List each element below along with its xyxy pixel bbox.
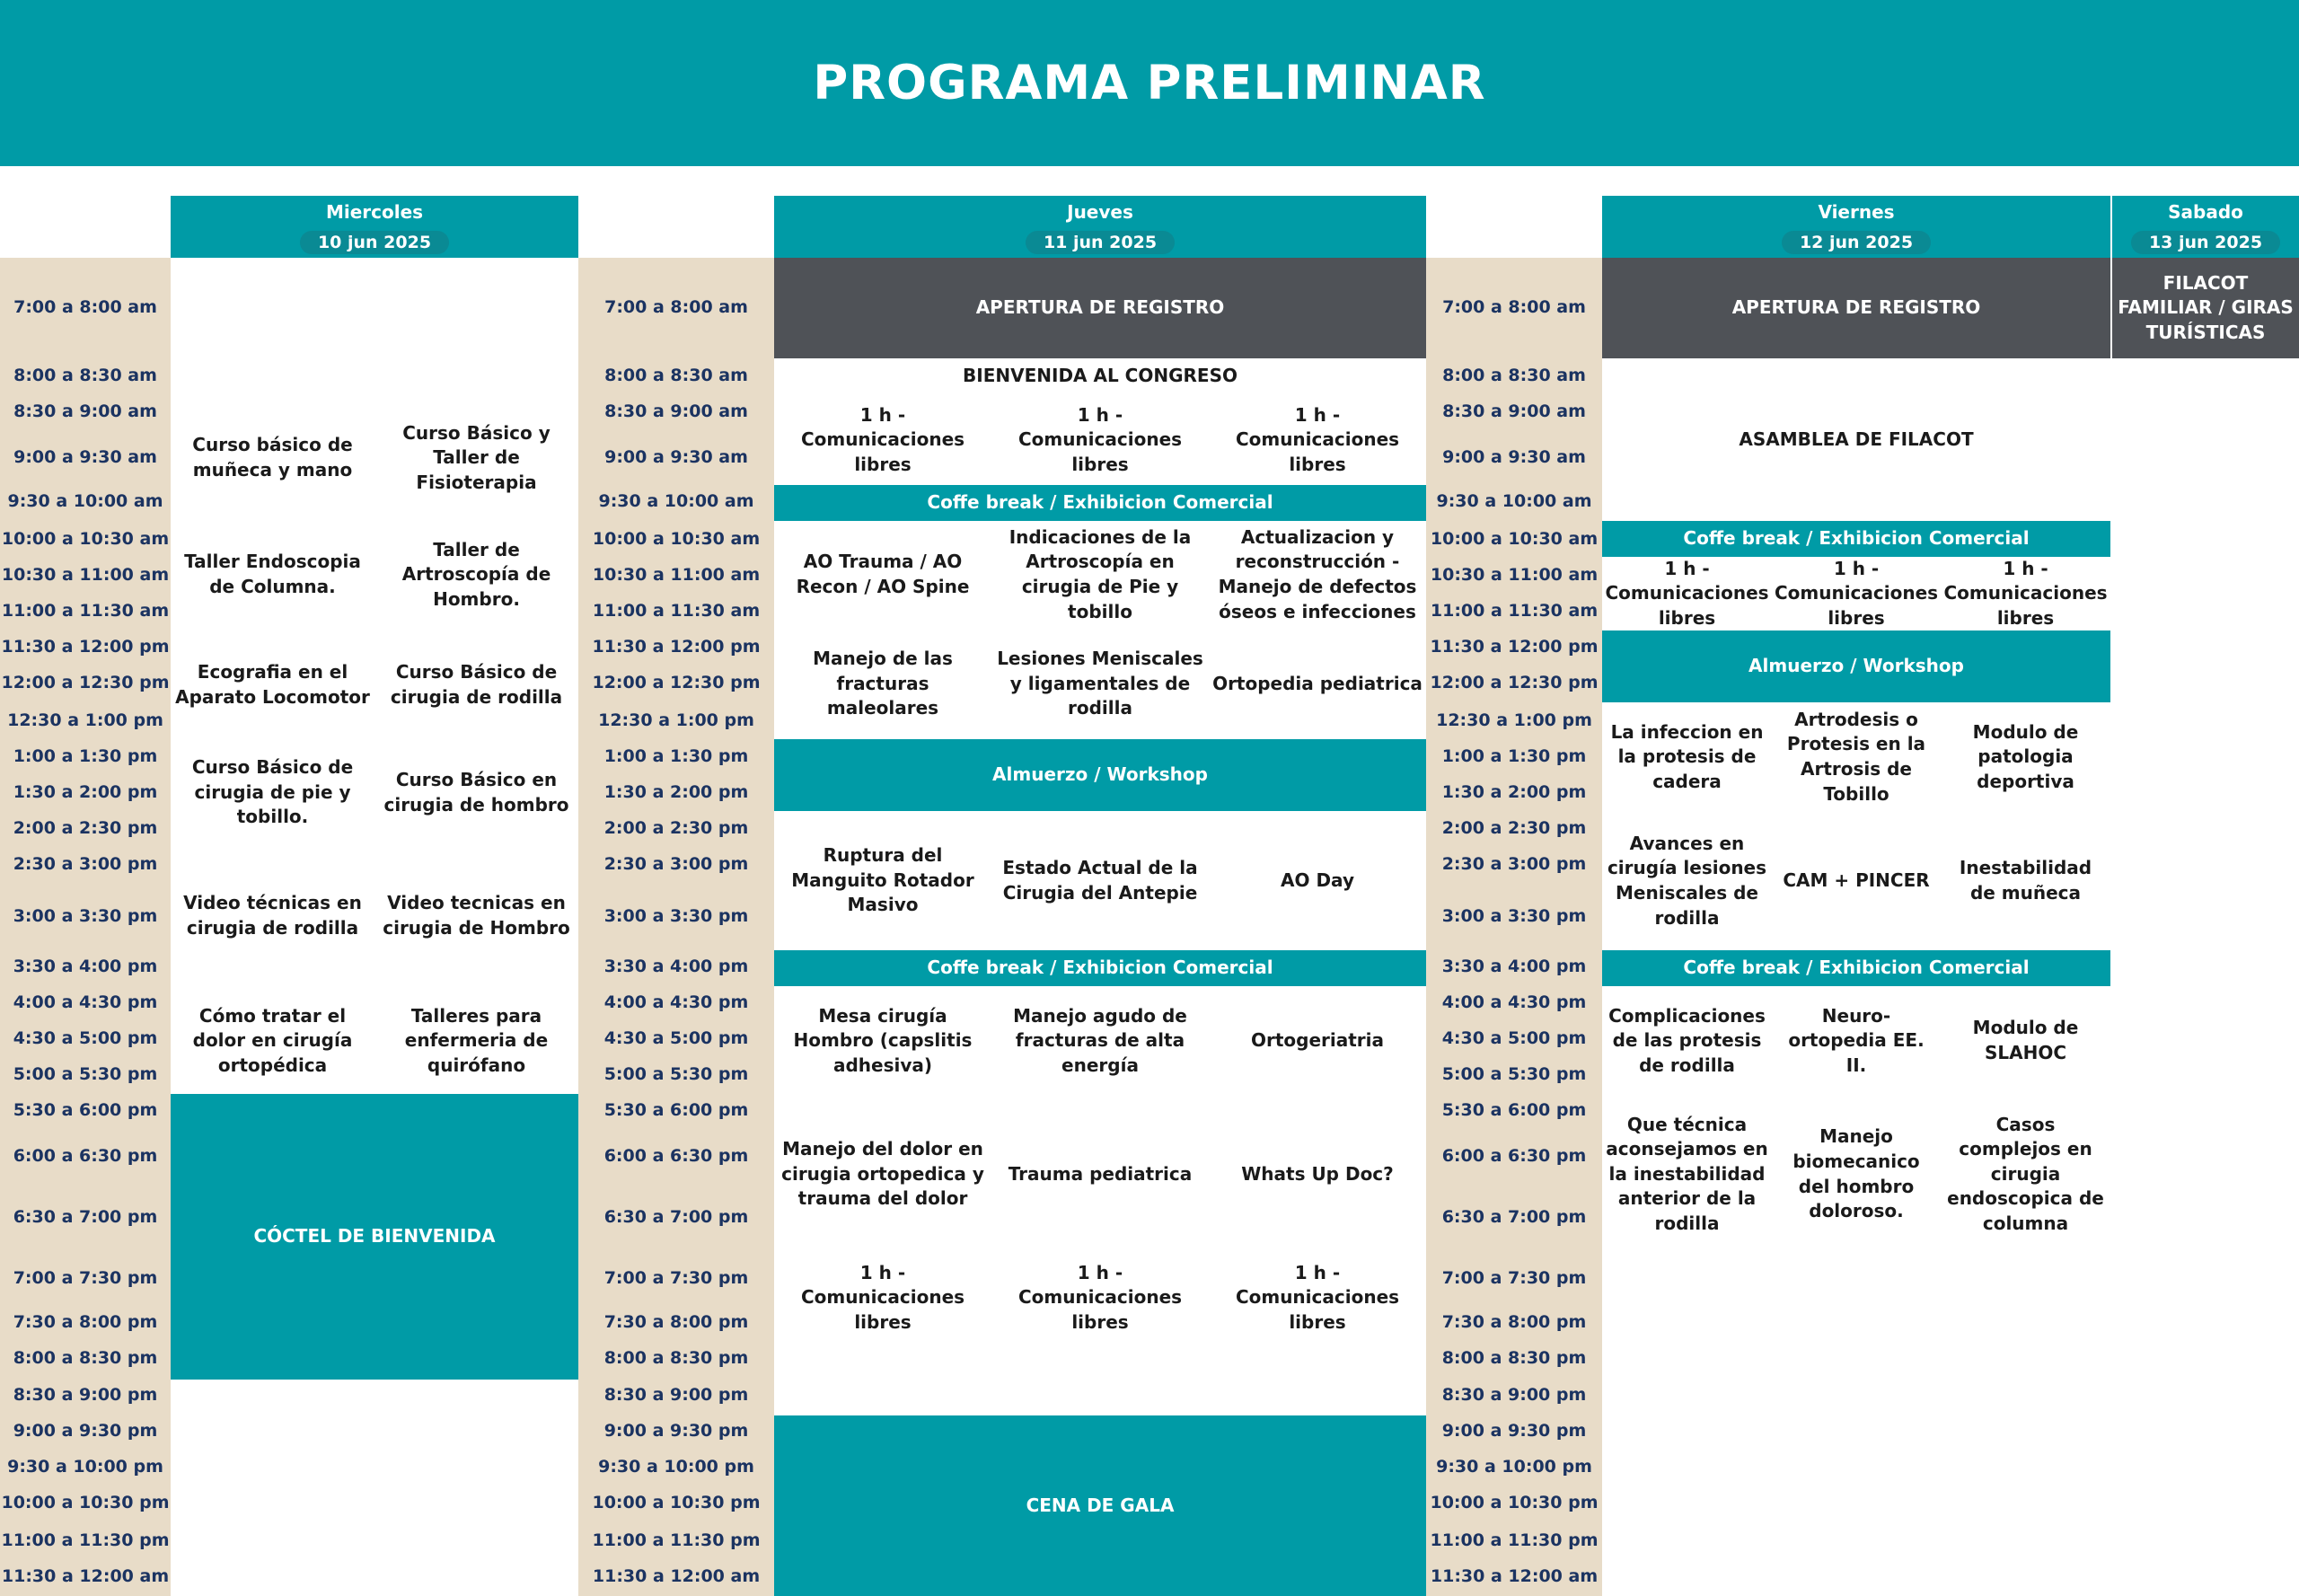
time-slot: 9:00 a 9:30 pm [603, 1421, 749, 1441]
time-slot: 12:00 a 12:30 pm [1, 673, 170, 692]
time-slot: 8:30 a 9:00 am [604, 401, 748, 421]
time-slot: 12:30 a 1:00 pm [7, 710, 163, 730]
time-slot: 6:30 a 7:00 pm [13, 1207, 158, 1227]
time-slot: 9:00 a 9:30 pm [1441, 1421, 1587, 1441]
time-slot: 5:00 a 5:30 pm [603, 1064, 749, 1084]
time-slot: 7:00 a 8:00 am [13, 297, 157, 317]
time-slot: 10:00 a 10:30 pm [1430, 1493, 1599, 1512]
time-slot: 7:30 a 8:00 pm [1441, 1312, 1587, 1332]
time-slot: 5:30 a 6:00 pm [13, 1100, 158, 1120]
time-slot: 10:00 a 10:30 am [1430, 529, 1599, 549]
time-slot: 10:30 a 11:00 am [1430, 565, 1599, 585]
time-slot: 8:30 a 9:00 am [13, 401, 157, 421]
coffee-break-fri-pm: Coffe break / Exhibicion Comercial [1602, 950, 2110, 986]
time-slot: 12:00 a 12:30 pm [1430, 673, 1599, 692]
time-slot: 6:00 a 6:30 pm [603, 1146, 749, 1166]
date-pill: 12 jun 2025 [1782, 231, 1931, 254]
time-slot: 11:30 a 12:00 am [1, 1566, 170, 1586]
time-slot: 9:30 a 10:00 pm [598, 1457, 754, 1477]
time-slot: 7:00 a 8:00 am [604, 297, 748, 317]
day-header-wednesday: Miercoles [171, 196, 578, 227]
time-slot: 7:30 a 8:00 pm [13, 1312, 158, 1332]
filacot-familiar: FILACOT FAMILIAR / GIRAS TURÍSTICAS [2112, 258, 2299, 358]
session-fri-3: Modulo de patologia deportiva [1972, 720, 2079, 792]
session-thu-4: Manejo de las fracturas maleolares [813, 648, 953, 719]
session-thu-3: Actualizacion y reconstrucción - Manejo de defectos óseos e infecciones [1218, 525, 1417, 622]
session-thu-5: Lesiones Meniscales y ligamentales de rodilla [997, 648, 1203, 719]
time-slot: 8:30 a 9:00 pm [13, 1385, 158, 1405]
day-header-saturday: Sabado [2112, 196, 2299, 227]
session-fri-6: Inestabilidad de muñeca [1959, 857, 2092, 904]
date-header-wednesday [171, 227, 578, 258]
time-slot: 1:30 a 2:00 pm [13, 782, 158, 802]
date-header-friday [1602, 227, 2110, 258]
comunicaciones-fri-3: 1 h - Comunicaciones libres [1943, 557, 2108, 629]
session-wed-7: Curso Básico de cirugia de pie y tobillo. [191, 756, 354, 828]
bienvenida-congreso: BIENVENIDA AL CONGRESO [963, 365, 1238, 387]
time-slot: 11:00 a 11:30 am [1, 601, 170, 621]
coffee-break-thu-pm: Coffe break / Exhibicion Comercial [774, 950, 1426, 986]
time-slot: 3:30 a 4:00 pm [1441, 957, 1587, 976]
comunicaciones-fri-1: 1 h - Comunicaciones libres [1605, 557, 1769, 629]
date-pill: 13 jun 2025 [2131, 231, 2280, 254]
time-slot: 12:30 a 1:00 pm [1436, 710, 1592, 730]
time-slot: 11:30 a 12:00 pm [1430, 637, 1599, 657]
time-slot: 3:30 a 4:00 pm [13, 957, 158, 976]
time-slot: 7:00 a 7:30 pm [603, 1268, 749, 1288]
almuerzo-workshop-thu: Almuerzo / Workshop [774, 739, 1426, 811]
session-wed-10: Video tecnicas en cirugia de Hombro [383, 892, 570, 939]
comunicaciones-thu-pm-2: 1 h - Comunicaciones libres [1017, 1261, 1183, 1333]
time-slot: 2:00 a 2:30 pm [13, 818, 158, 838]
session-wed-5: Ecografia en el Aparato Locomotor [175, 660, 370, 708]
time-slot: 8:00 a 8:30 am [1442, 366, 1586, 385]
time-slot: 10:30 a 11:00 am [592, 565, 761, 585]
coctel-bienvenida: CÓCTEL DE BIENVENIDA [171, 1094, 578, 1380]
page-title: PROGRAMA PRELIMINAR [813, 56, 1486, 110]
session-thu-15: Whats Up Doc? [1241, 1162, 1394, 1185]
time-slot: 3:00 a 3:30 pm [13, 906, 158, 926]
comunicaciones-fri-2: 1 h - Comunicaciones libres [1774, 557, 1939, 629]
time-slot: 8:00 a 8:30 am [604, 366, 748, 385]
time-slot: 7:00 a 7:30 pm [1441, 1268, 1587, 1288]
session-wed-2: Curso Básico y Taller de Fisioterapia [402, 421, 551, 493]
session-fri-8: Neuro-ortopedia EE. II. [1788, 1004, 1925, 1076]
time-slot: 3:00 a 3:30 pm [603, 906, 749, 926]
time-slot: 8:30 a 9:00 pm [1441, 1385, 1587, 1405]
session-thu-6: Ortopedia pediatrica [1212, 672, 1423, 694]
time-slot: 10:30 a 11:00 am [1, 565, 170, 585]
asamblea-filacot: ASAMBLEA DE FILACOT [1739, 428, 1974, 450]
time-slot: 7:30 a 8:00 pm [603, 1312, 749, 1332]
session-thu-14: Trauma pediatrica [1008, 1162, 1193, 1185]
time-slot: 8:30 a 9:00 am [1442, 401, 1586, 421]
comunicaciones-thu-pm-3: 1 h - Comunicaciones libres [1235, 1261, 1400, 1333]
time-slot: 4:30 a 5:00 pm [603, 1028, 749, 1048]
apertura-registro-thursday: APERTURA DE REGISTRO [774, 258, 1426, 358]
time-slot: 7:00 a 8:00 am [1442, 297, 1586, 317]
time-slot: 6:00 a 6:30 pm [1441, 1146, 1587, 1166]
time-slot: 9:00 a 9:30 am [13, 447, 157, 467]
comunicaciones-thu-am-2: 1 h - Comunicaciones libres [1017, 403, 1183, 475]
time-slot: 8:00 a 8:30 pm [13, 1348, 158, 1368]
comunicaciones-thu-am-3: 1 h - Comunicaciones libres [1235, 403, 1400, 475]
time-slot: 2:00 a 2:30 pm [1441, 818, 1587, 838]
time-slot: 4:00 a 4:30 pm [13, 992, 158, 1012]
time-slot: 9:00 a 9:30 pm [13, 1421, 158, 1441]
time-slot: 8:00 a 8:30 am [13, 366, 157, 385]
session-thu-8: Estado Actual de la Cirugia del Antepie [1002, 856, 1198, 904]
session-fri-1: La infeccion en la protesis de cadera [1610, 720, 1764, 792]
time-slot: 11:30 a 12:00 pm [1, 637, 170, 657]
session-fri-2: Artrodesis o Protesis en la Artrosis de Tobillo [1786, 708, 1926, 805]
session-thu-12: Ortogeriatria [1250, 1029, 1385, 1052]
time-slot: 10:00 a 10:30 am [592, 529, 761, 549]
day-header-thursday: Jueves [774, 196, 1426, 227]
title-banner [0, 0, 2299, 166]
session-thu-10: Mesa cirugía Hombro (capslitis adhesiva) [793, 1004, 973, 1076]
comunicaciones-thu-pm-1: 1 h - Comunicaciones libres [800, 1261, 965, 1333]
time-slot: 8:00 a 8:30 pm [603, 1348, 749, 1368]
time-slot: 11:00 a 11:30 pm [1430, 1530, 1599, 1550]
time-slot: 11:30 a 12:00 pm [592, 637, 761, 657]
time-slot: 9:30 a 10:00 am [7, 491, 163, 511]
time-slot: 2:30 a 3:00 pm [603, 854, 749, 874]
session-wed-6: Curso Básico de cirugia de rodilla [390, 660, 563, 708]
time-slot: 12:00 a 12:30 pm [592, 673, 761, 692]
coffee-break-fri-am: Coffe break / Exhibicion Comercial [1602, 521, 2110, 557]
session-fri-4: Avances en cirugía lesiones Meniscales de rodilla [1607, 832, 1767, 929]
session-fri-7: Complicaciones de las protesis de rodilla [1608, 1004, 1766, 1076]
time-slot: 9:30 a 10:00 am [598, 491, 754, 511]
session-thu-7: Ruptura del Manguito Rotador Masivo [791, 844, 974, 916]
time-slot: 1:00 a 1:30 pm [13, 746, 158, 766]
time-slot: 11:30 a 12:00 am [1430, 1566, 1599, 1586]
time-slot: 9:30 a 10:00 pm [1436, 1457, 1592, 1477]
time-slot: 3:30 a 4:00 pm [603, 957, 749, 976]
time-slot: 10:00 a 10:30 am [1, 529, 170, 549]
time-slot: 12:30 a 1:00 pm [598, 710, 754, 730]
time-slot: 11:00 a 11:30 am [1430, 601, 1599, 621]
time-slot: 2:30 a 3:00 pm [1441, 854, 1587, 874]
date-pill: 11 jun 2025 [1026, 231, 1175, 254]
time-slot: 4:30 a 5:00 pm [13, 1028, 158, 1048]
time-slot: 11:30 a 12:00 am [592, 1566, 761, 1586]
time-slot: 2:30 a 3:00 pm [13, 854, 158, 874]
session-fri-12: Casos complejos en cirugia endoscopica de columna [1947, 1113, 2104, 1234]
time-slot: 9:30 a 10:00 pm [7, 1457, 163, 1477]
time-slot: 2:00 a 2:30 pm [603, 818, 749, 838]
time-slot: 11:00 a 11:30 am [592, 601, 761, 621]
comunicaciones-thu-am-1: 1 h - Comunicaciones libres [800, 403, 965, 475]
apertura-registro-friday: APERTURA DE REGISTRO [1602, 258, 2110, 358]
time-slot: 5:00 a 5:30 pm [13, 1064, 158, 1084]
session-wed-11: Cómo tratar el dolor en cirugía ortopédica [192, 1004, 353, 1076]
session-wed-8: Curso Básico en cirugia de hombro [383, 768, 569, 816]
time-slot: 6:00 a 6:30 pm [13, 1146, 158, 1166]
time-slot: 9:30 a 10:00 am [1436, 491, 1592, 511]
time-slot: 5:30 a 6:00 pm [603, 1100, 749, 1120]
session-wed-4: Taller de Artroscopía de Hombro. [401, 538, 551, 610]
time-slot: 4:00 a 4:30 pm [1441, 992, 1587, 1012]
time-slot: 1:30 a 2:00 pm [603, 782, 749, 802]
session-fri-5: CAM + PINCER [1783, 869, 1930, 892]
cena-de-gala: CENA DE GALA [774, 1415, 1426, 1596]
almuerzo-workshop-fri: Almuerzo / Workshop [1602, 630, 2110, 702]
time-slot: 1:30 a 2:00 pm [1441, 782, 1587, 802]
time-slot: 8:30 a 9:00 pm [603, 1385, 749, 1405]
time-slot: 8:00 a 8:30 pm [1441, 1348, 1587, 1368]
date-pill: 10 jun 2025 [300, 231, 449, 254]
time-slot: 1:00 a 1:30 pm [1441, 746, 1587, 766]
time-slot: 3:00 a 3:30 pm [1441, 906, 1587, 926]
session-wed-3: Taller Endoscopia de Columna. [184, 551, 361, 597]
time-slot: 6:30 a 7:00 pm [1441, 1207, 1587, 1227]
coffee-break-thu-am: Coffe break / Exhibicion Comercial [774, 485, 1426, 521]
date-header-thursday [774, 227, 1426, 258]
session-thu-9: AO Day [1281, 869, 1354, 891]
session-thu-11: Manejo agudo de fracturas de alta energía [1013, 1004, 1187, 1076]
session-thu-1: AO Trauma / AO Recon / AO Spine [796, 551, 970, 597]
time-slot: 4:30 a 5:00 pm [1441, 1028, 1587, 1048]
time-slot: 11:00 a 11:30 pm [1, 1530, 170, 1550]
time-slot: 5:30 a 6:00 pm [1441, 1100, 1587, 1120]
session-thu-2: Indicaciones de la Artroscopía en cirugia de Pie y tobillo [1009, 525, 1192, 622]
date-header-saturday [2112, 227, 2299, 258]
time-slot: 11:00 a 11:30 pm [592, 1530, 761, 1550]
day-header-friday: Viernes [1602, 196, 2110, 227]
time-slot: 10:00 a 10:30 pm [1, 1493, 170, 1512]
time-slot: 5:00 a 5:30 pm [1441, 1064, 1587, 1084]
session-fri-11: Manejo biomecanico del hombro doloroso. [1793, 1125, 1920, 1222]
session-fri-10: Que técnica aconsejamos en la inestabilidad anterior de la rodilla [1606, 1113, 1768, 1234]
session-fri-9: Modulo de SLAHOC [1972, 1017, 2079, 1063]
time-slot: 9:00 a 9:30 am [604, 447, 748, 467]
time-slot: 7:00 a 7:30 pm [13, 1268, 158, 1288]
time-slot: 4:00 a 4:30 pm [603, 992, 749, 1012]
time-slot: 10:00 a 10:30 pm [592, 1493, 761, 1512]
time-slot: 6:30 a 7:00 pm [603, 1207, 749, 1227]
session-wed-12: Talleres para enfermeria de quirófano [404, 1004, 549, 1076]
session-wed-9: Video técnicas en cirugia de rodilla [183, 892, 362, 939]
session-wed-1: Curso básico de muñeca y mano [192, 434, 353, 481]
time-slot: 9:00 a 9:30 am [1442, 447, 1586, 467]
time-slot: 1:00 a 1:30 pm [603, 746, 749, 766]
session-thu-13: Manejo del dolor en cirugia ortopedica y trauma del dolor [781, 1138, 984, 1210]
